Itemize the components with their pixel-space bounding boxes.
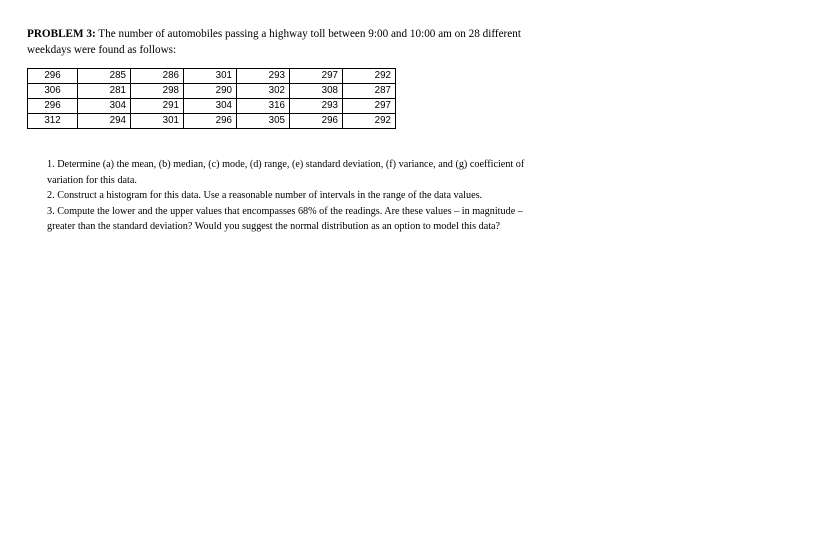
table-cell: 308 — [290, 84, 343, 99]
table-cell: 312 — [28, 114, 78, 129]
question-list — [47, 157, 527, 235]
table-cell: 294 — [78, 114, 131, 129]
table-cell: 304 — [184, 99, 237, 114]
table-row — [28, 84, 396, 99]
table-row — [28, 69, 396, 84]
question-3: 3. Compute the lower and the upper values that encompasses 68% of the readings. Are these values – in magnitude – greater than the standard deviation? Would you suggest the normal distribution as an option to model this data? — [47, 205, 523, 232]
table-cell: 316 — [237, 99, 290, 114]
table-cell: 285 — [78, 69, 131, 84]
problem-text: The number of automobiles passing a highway toll between 9:00 and 10:00 am on 28 different weekdays were found as follows: — [27, 28, 521, 56]
table-cell: 298 — [131, 84, 184, 99]
table-cell: 301 — [184, 69, 237, 84]
table-cell: 296 — [184, 114, 237, 129]
table-cell: 291 — [131, 99, 184, 114]
table-cell: 286 — [131, 69, 184, 84]
table-cell: 293 — [290, 99, 343, 114]
table-row — [28, 114, 396, 129]
table-cell: 292 — [343, 114, 396, 129]
table-cell: 290 — [184, 84, 237, 99]
question-1: 1. Determine (a) the mean, (b) median, (c) mode, (d) range, (e) standard deviation, (f) variance, and (g) coefficient of variation for this data. — [47, 159, 525, 186]
data-table — [27, 68, 396, 129]
table-cell: 306 — [28, 84, 78, 99]
table-cell: 304 — [78, 99, 131, 114]
table-cell: 281 — [78, 84, 131, 99]
problem-label: PROBLEM 3: — [27, 28, 96, 40]
table-cell: 296 — [28, 69, 78, 84]
table-cell: 293 — [237, 69, 290, 84]
table-cell: 297 — [343, 99, 396, 114]
table-cell: 297 — [290, 69, 343, 84]
table-cell: 292 — [343, 69, 396, 84]
table-cell: 296 — [290, 114, 343, 129]
table-cell: 301 — [131, 114, 184, 129]
table-cell: 305 — [237, 114, 290, 129]
table-cell: 287 — [343, 84, 396, 99]
table-row — [28, 99, 396, 114]
question-2: 2. Construct a histogram for this data. Use a reasonable number of intervals in the range of the data values. — [47, 190, 483, 201]
table-cell: 302 — [237, 84, 290, 99]
table-cell: 296 — [28, 99, 78, 114]
problem-statement — [27, 27, 527, 58]
